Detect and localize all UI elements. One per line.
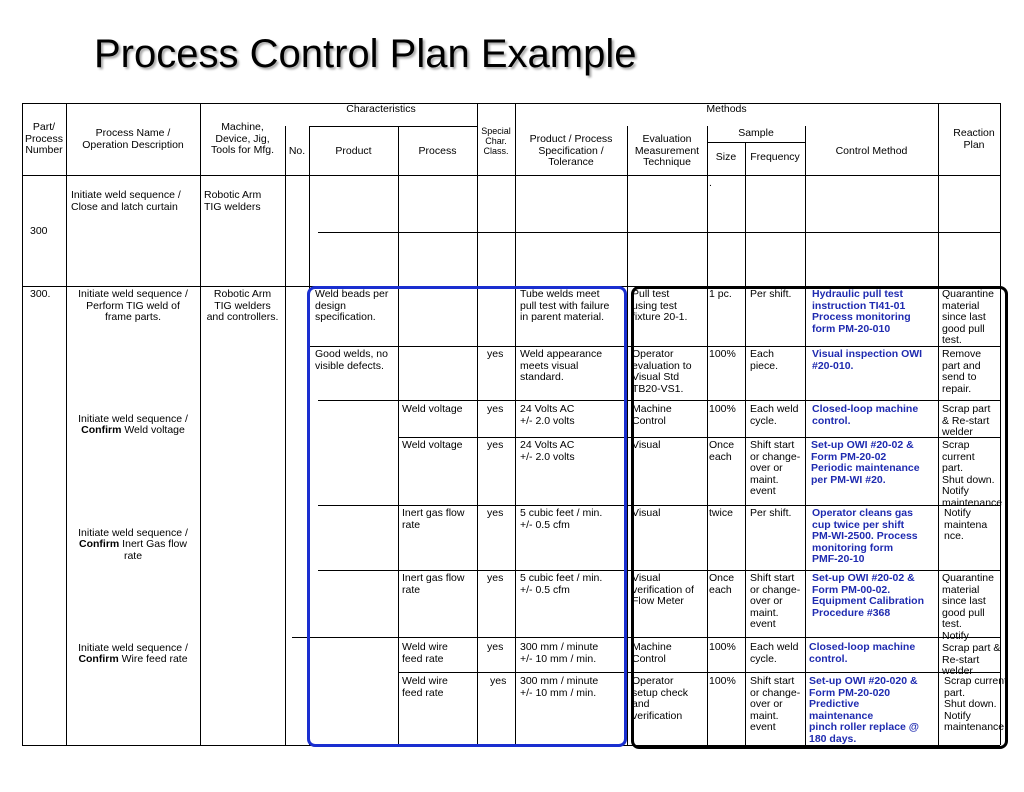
row7-size: 100% — [709, 675, 736, 687]
row7-special: yes — [490, 675, 507, 687]
op-confirm-gas-flow: Initiate weld sequence / Confirm Inert Gas flow rate — [78, 526, 188, 562]
row6-frequency: Each weld cycle. — [750, 641, 799, 665]
row2-reaction: Scrap part & Re-start welder — [942, 403, 991, 439]
row1-product: Good welds, no visible defects. — [315, 348, 388, 372]
row6-spec: 300 mm / minute +/- 10 mm / min. — [520, 641, 599, 665]
row3-eval: Visual — [632, 439, 661, 451]
row2-size: 100% — [709, 403, 736, 415]
section2-part-number: 300. — [30, 288, 51, 300]
row4-process: Inert gas flow rate — [402, 507, 465, 531]
section1-part-number: 300 — [30, 225, 48, 237]
header-specification: Product / Process Specification / Tolerance — [529, 133, 613, 169]
row5-special: yes — [487, 572, 504, 584]
row4-frequency: Per shift. — [750, 507, 792, 519]
row7-control: Set-up OWI #20-020 & Form PM-20-020 Predictive maintenance pinch roller replace @ 180 days. — [809, 675, 920, 745]
section2-process-name: Initiate weld sequence / Perform TIG weld of frame parts. — [78, 288, 188, 324]
row2-spec: 24 Volts AC +/- 2.0 volts — [520, 403, 575, 427]
header-sample: Sample — [738, 127, 774, 139]
header-methods: Methods — [706, 103, 747, 115]
row1-spec: Weld appearance meets visual standard. — [520, 348, 603, 384]
header-control-method: Control Method — [835, 145, 908, 157]
header-special-char: Special Char. Class. — [481, 126, 511, 156]
row0-spec: Tube welds meet pull test with failure in parent material. — [520, 288, 610, 324]
row4-size: twice — [709, 507, 733, 519]
row0-frequency: Per shift. — [750, 288, 792, 300]
header-process: Process — [418, 145, 457, 157]
row2-eval: Machine Control — [632, 403, 672, 427]
section1-process-name: Initiate weld sequence / Close and latch curtain — [71, 189, 181, 213]
row6-process: Weld wire feed rate — [402, 641, 448, 665]
row4-special: yes — [487, 507, 504, 519]
row5-frequency: Shift start or change- over or maint. event — [750, 572, 801, 631]
row3-reaction: Scrap current part. Shut down. Notify maintenance — [942, 439, 1003, 509]
row3-frequency: Shift start or change- over or maint. event — [750, 439, 801, 498]
row6-special: yes — [487, 641, 504, 653]
row3-control: Set-up OWI #20-02 & Form PM-20-02 Periodic maintenance per PM-WI #20. — [811, 439, 920, 486]
row0-eval: Pull test using test fixture 20-1. — [632, 288, 688, 324]
row1-frequency: Each piece. — [750, 348, 779, 372]
header-frequency: Frequency — [750, 151, 800, 163]
header-reaction-plan: Reaction Plan — [953, 127, 995, 151]
row2-process: Weld voltage — [402, 403, 463, 415]
row4-eval: Visual — [632, 507, 661, 519]
header-product: Product — [335, 145, 372, 157]
row0-size: 1 pc. — [709, 288, 732, 300]
row6-eval: Machine Control — [632, 641, 672, 665]
row5-reaction: Quarantine material since last good pull test. Notify — [942, 572, 994, 642]
row7-process: Weld wire feed rate — [402, 675, 448, 699]
highlight-methods-box — [631, 286, 1008, 749]
row7-eval: Operator setup check and verification — [632, 675, 689, 722]
row7-reaction: Scrap current part. Shut down. Notify maintenance. — [944, 675, 1008, 734]
row3-size: Once each — [709, 439, 735, 463]
row0-product: Weld beads per design specification. — [315, 288, 389, 324]
op-confirm-wire-feed: Initiate weld sequence / Confirm Wire feed rate — [78, 641, 188, 666]
row6-size: 100% — [709, 641, 736, 653]
op-confirm-voltage: Initiate weld sequence / Confirm Weld voltage — [78, 412, 188, 437]
header-part-number: Part/ Process Number — [25, 121, 63, 157]
row7-frequency: Shift start or change- over or maint. event — [750, 675, 801, 734]
row6-reaction: Scrap part & Re-start welder — [942, 642, 1001, 678]
row3-special: yes — [487, 439, 504, 451]
row2-special: yes — [487, 403, 504, 415]
highlight-characteristics-box — [307, 286, 627, 747]
section1-dot: . — [709, 177, 712, 189]
section2-machine: Robotic Arm TIG welders and controllers. — [206, 288, 279, 324]
row1-size: 100% — [709, 348, 736, 360]
row4-control: Operator cleans gas cup twice per shift PM-WI-2500. Process monitoring form PMF-20-10 — [812, 507, 918, 566]
header-process-name: Process Name / Operation Description — [82, 127, 184, 151]
row3-process: Weld voltage — [402, 439, 463, 451]
header-characteristics: Characteristics — [346, 103, 416, 115]
row1-control: Visual inspection OWI #20-010. — [812, 348, 923, 372]
row0-reaction: Quarantine material since last good pull test. — [942, 288, 994, 347]
header-no: No. — [288, 145, 306, 157]
row5-control: Set-up OWI #20-02 & Form PM-00-02. Equipment Calibration Procedure #368 — [812, 572, 925, 619]
row7-spec: 300 mm / minute +/- 10 mm / min. — [520, 675, 599, 699]
section1-machine: Robotic Arm TIG welders — [204, 189, 262, 213]
row1-eval: Operator evaluation to Visual Std TB20-VS1. — [632, 348, 692, 395]
page-title: Process Control Plan Example — [94, 32, 637, 76]
row5-size: Once each — [709, 572, 735, 596]
row5-spec: 5 cubic feet / min. +/- 0.5 cfm — [520, 572, 603, 596]
header-machine: Machine, Device, Jig, Tools for Mfg. — [210, 121, 275, 157]
row3-spec: 24 Volts AC +/- 2.0 volts — [520, 439, 575, 463]
row0-control: Hydraulic pull test instruction TI41-01 Process monitoring form PM-20-010 — [812, 288, 911, 335]
row4-spec: 5 cubic feet / min. +/- 0.5 cfm — [520, 507, 603, 531]
row5-eval: Visual verification of Flow Meter — [632, 572, 694, 608]
row1-reaction: Remove part and send to repair. — [942, 348, 982, 395]
row4-reaction: Notify maintena nce. — [944, 507, 988, 543]
row6-control: Closed-loop machine control. — [809, 641, 916, 665]
row2-control: Closed-loop machine control. — [812, 403, 919, 427]
row1-special: yes — [487, 348, 504, 360]
header-evaluation: Evaluation Measurement Technique — [634, 133, 700, 169]
row5-process: Inert gas flow rate — [402, 572, 465, 596]
row2-frequency: Each weld cycle. — [750, 403, 799, 427]
header-size: Size — [715, 151, 737, 163]
